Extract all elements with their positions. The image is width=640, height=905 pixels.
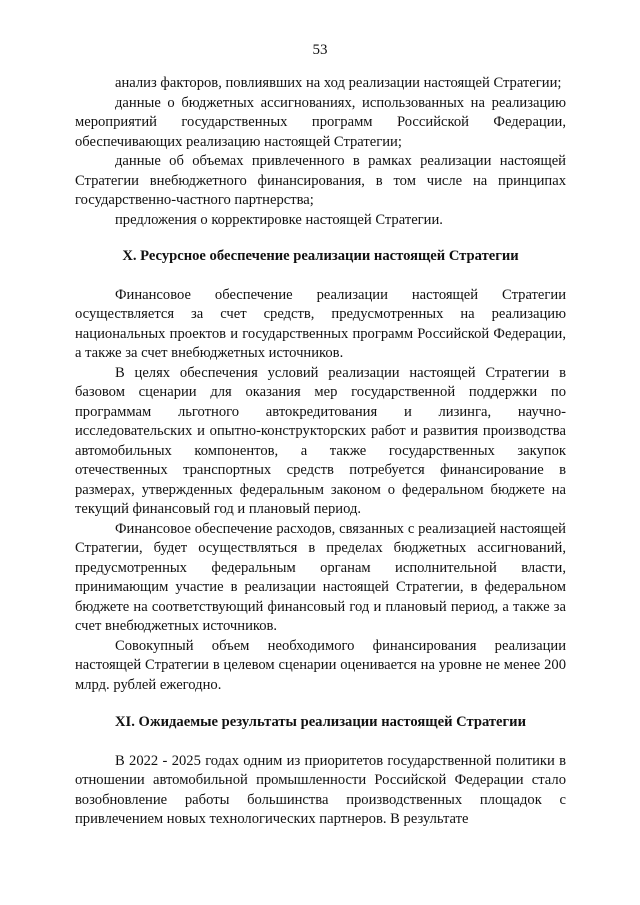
page-number: 53	[312, 42, 328, 58]
paragraph-analysis-factors: анализ факторов, повлиявших на ход реализации настоящей Стратегии;	[115, 75, 562, 91]
paragraph-expenses-financing: Финансовое обеспечение расходов, связанных с реализацией настоящей Стратегии, будет осуществляться в пределах бюджетных ассигнований, предусмотренных федеральным органам исполнительной власти, принимающим участие в реализации настоящей Стратегии, в федеральном бюджете на соответствующий финансовый год и плановый период, а также за счет внебюджетных источников.	[75, 520, 566, 634]
paragraph-total-financing: Совокупный объем необходимого финансирования реализации настоящей Стратегии в целевом сценарии оценивается на уровне не менее 200 млрд. рублей ежегодно.	[75, 637, 566, 693]
document-body	[75, 74, 566, 830]
paragraph-extrabudgetary-data: данные об объемах привлеченного в рамках реализации настоящей Стратегии внебюджетного финансирования, в том числе на принципах государственно-частного партнерства;	[75, 153, 566, 208]
paragraph-financial-support: Финансовое обеспечение реализации настоящей Стратегии осуществляется за счет средств, предусмотренных на реализацию национальных проектов и государственных программ Российской Федерации, а также за счет внебюджетных источников.	[75, 286, 566, 361]
paragraph-priorities-2022-2025: В 2022 - 2025 годах одним из приоритетов государственной политики в отношении автомобильной промышленности Российской Федерации стало возобновление работы большинства производственных площадок с привлечением новых технологических партнеров. В результате	[75, 752, 566, 827]
paragraph-strategy-adjustments: предложения о корректировке настоящей Стратегии.	[115, 211, 443, 228]
paragraph-base-scenario: В целях обеспечения условий реализации настоящей Стратегии в базовом сценарии для оказания мер государственной поддержки по программам льготного автокредитования и лизинга, научно-исследовательских и опытно-конструкторских работ и развития производства автомобильных компонентов, а также государственных закупок отечественных транспортных средств потребуется финансирование в размерах, утвержденных федеральным законом о федеральном бюджете на текущий финансовый год и плановый период.	[75, 364, 566, 517]
section-heading-resources: X. Ресурсное обеспечение реализации настоящей Стратегии	[122, 248, 519, 264]
section-heading-expected-results: XI. Ожидаемые результаты реализации настоящей Стратегии	[115, 714, 526, 730]
paragraph-budget-data: данные о бюджетных ассигнованиях, использованных на реализацию мероприятий государственных программ Российской Федерации, обеспечивающих реализацию настоящей Стратегии;	[75, 94, 566, 150]
